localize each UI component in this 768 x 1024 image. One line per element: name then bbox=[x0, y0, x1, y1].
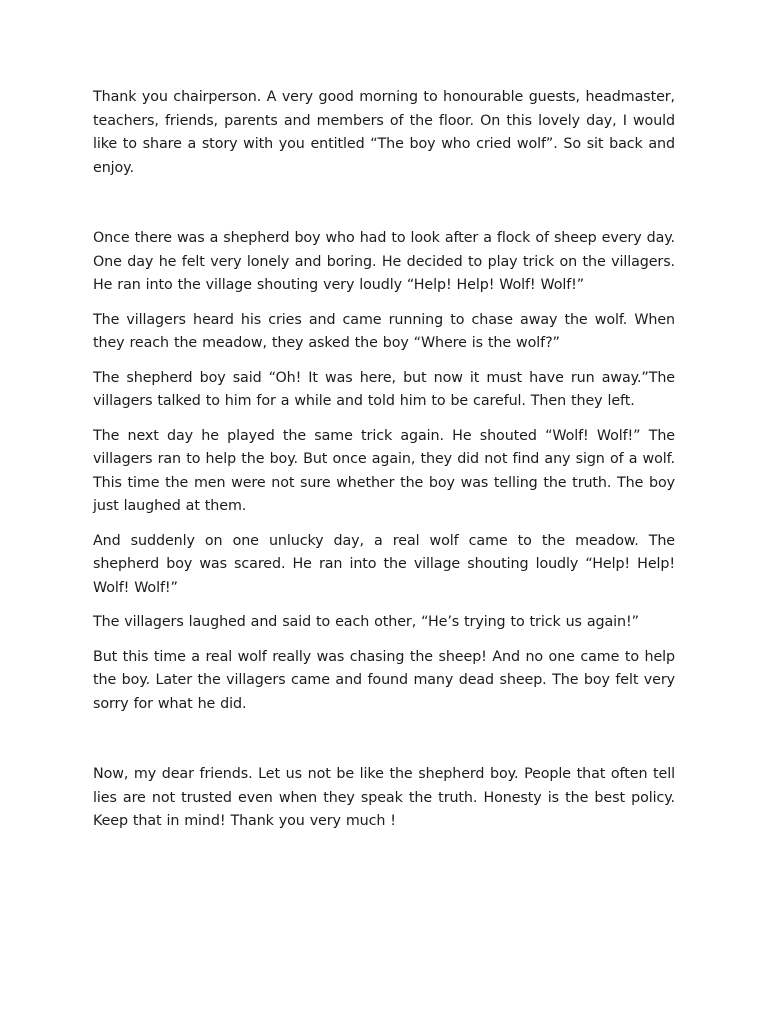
speech-document bbox=[93, 86, 675, 834]
paragraph-villagers-laugh: The villagers laughed and said to each other, “He’s trying to trick us again!” bbox=[93, 614, 639, 630]
paragraph-villagers-arrive: The villagers heard his cries and came running to chase away the wolf. When they reach the meadow, they asked the boy “Where is the wolf?” bbox=[93, 311, 675, 351]
paragraph-conclusion: Now, my dear friends. Let us not be like the shepherd boy. People that often tell lies are not trusted even when they speak the truth. Honesty is the best policy. Keep that in mind! Thank you very much ! bbox=[93, 766, 675, 829]
paragraph-outcome: But this time a real wolf really was chasing the sheep! And no one came to help the boy. Later the villagers came and found many dead sheep. The boy felt very sorry for what he did. bbox=[93, 648, 675, 712]
paragraph-story-opening: Once there was a shepherd boy who had to look after a flock of sheep every day. One day he felt very lonely and boring. He decided to play trick on the villagers. He ran into the village shouting very loudly “Help! Help! Wolf! Wolf!” bbox=[93, 230, 675, 293]
paragraph-introduction: Thank you chairperson. A very good morning to honourable guests, headmaster, teachers, friends, parents and members of the floor. On this lovely day, I would like to share a story with you entitled “The boy who cried wolf”. So sit back and enjoy. bbox=[93, 89, 675, 176]
paragraph-boy-replies: The shepherd boy said “Oh! It was here, but now it must have run away.”The villagers talked to him for a while and told him to be careful. Then they left. bbox=[93, 369, 675, 409]
paragraph-real-wolf: And suddenly on one unlucky day, a real wolf came to the meadow. The shepherd boy was scared. He ran into the village shouting loudly “Help! Help! Wolf! Wolf!” bbox=[93, 532, 675, 596]
paragraph-second-trick: The next day he played the same trick again. He shouted “Wolf! Wolf!” The villagers ran to help the boy. But once again, they did not find any sign of a wolf. This time the men were not sure whether the boy was telling the truth. The boy just laughed at them. bbox=[93, 427, 675, 514]
